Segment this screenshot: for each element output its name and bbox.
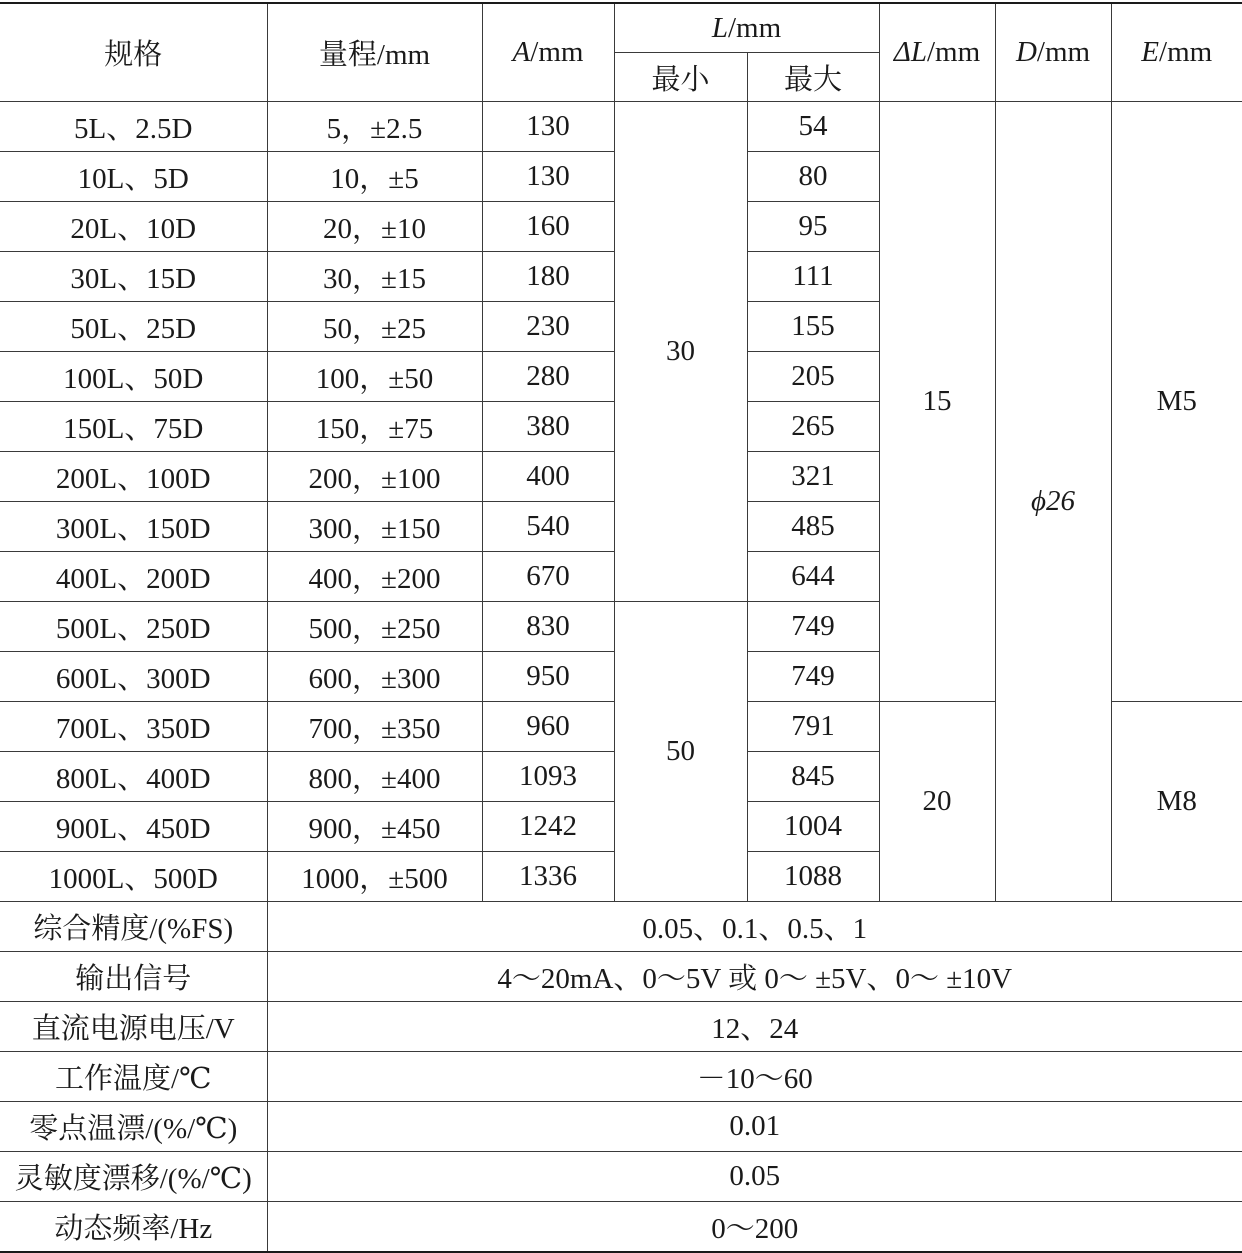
cell-A: 950	[482, 652, 614, 702]
footer-label: 零点温漂/(%/℃)	[0, 1102, 267, 1152]
header-A-unit: /mm	[530, 36, 584, 68]
footer-row-voltage	[0, 1002, 1242, 1052]
footer-row-sensitivity-drift	[0, 1152, 1242, 1202]
cell-A: 280	[482, 352, 614, 402]
header-L-var: L	[711, 11, 728, 44]
header-dL-var: ΔL	[893, 36, 927, 68]
header-D-unit: /mm	[1036, 36, 1091, 68]
cell-spec: 500L、250D	[0, 602, 267, 652]
cell-range: 30，±15	[267, 252, 482, 302]
footer-row-output	[0, 952, 1242, 1002]
cell-A: 380	[482, 402, 614, 452]
cell-A: 670	[482, 552, 614, 602]
cell-Lmax: 95	[747, 202, 879, 252]
header-dL	[879, 3, 995, 102]
cell-spec: 300L、150D	[0, 502, 267, 552]
table-row	[0, 102, 1242, 152]
cell-range: 300，±150	[267, 502, 482, 552]
header-dL-unit: /mm	[926, 36, 981, 68]
cell-Lmax: 749	[747, 602, 879, 652]
header-E-unit: /mm	[1159, 36, 1213, 68]
header-E-var: E	[1141, 36, 1160, 68]
cell-spec: 30L、15D	[0, 252, 267, 302]
cell-Lmax: 1004	[747, 802, 879, 852]
footer-value: 0.05	[267, 1152, 1242, 1202]
footer-value: －10～60	[267, 1052, 1242, 1102]
footer-value: 0.01	[267, 1102, 1242, 1152]
cell-A: 1336	[482, 852, 614, 902]
cell-range: 600，±300	[267, 652, 482, 702]
footer-label: 动态频率/Hz	[0, 1202, 267, 1253]
cell-A: 1093	[482, 752, 614, 802]
cell-spec: 600L、300D	[0, 652, 267, 702]
cell-A: 400	[482, 452, 614, 502]
footer-value: 4～20mA、0～5V 或 0～ ±5V、0～ ±10V	[267, 952, 1242, 1002]
cell-Lmax: 644	[747, 552, 879, 602]
header-L-max: 最大	[747, 53, 879, 102]
cell-Lmax: 791	[747, 702, 879, 752]
footer-label: 直流电源电压/V	[0, 1002, 267, 1052]
footer-value: 12、24	[267, 1002, 1242, 1052]
cell-A: 130	[482, 102, 614, 152]
footer-row-accuracy	[0, 902, 1242, 952]
cell-A: 130	[482, 152, 614, 202]
header-D	[995, 3, 1111, 102]
cell-A: 540	[482, 502, 614, 552]
cell-Lmax: 749	[747, 652, 879, 702]
cell-range: 700，±350	[267, 702, 482, 752]
header-L-unit: /mm	[727, 11, 782, 44]
cell-range: 10，±5	[267, 152, 482, 202]
cell-Lmin-group2: 50	[614, 602, 747, 902]
cell-Lmax: 205	[747, 352, 879, 402]
cell-spec: 150L、75D	[0, 402, 267, 452]
footer-value: 0～200	[267, 1202, 1242, 1253]
footer-row-temperature	[0, 1052, 1242, 1102]
header-D-var: D	[1015, 36, 1037, 68]
cell-A: 180	[482, 252, 614, 302]
cell-spec: 100L、50D	[0, 352, 267, 402]
cell-range: 800，±400	[267, 752, 482, 802]
cell-A: 160	[482, 202, 614, 252]
cell-A: 830	[482, 602, 614, 652]
cell-spec: 10L、5D	[0, 152, 267, 202]
cell-range: 150，±75	[267, 402, 482, 452]
header-spec: 规格	[0, 3, 267, 102]
cell-D-all: ϕ26	[995, 102, 1111, 902]
cell-range: 100，±50	[267, 352, 482, 402]
cell-Lmax: 485	[747, 502, 879, 552]
cell-range: 900，±450	[267, 802, 482, 852]
header-range: 量程/mm	[267, 3, 482, 102]
cell-Lmax: 265	[747, 402, 879, 452]
cell-spec: 700L、350D	[0, 702, 267, 752]
cell-range: 5，±2.5	[267, 102, 482, 152]
cell-E-group1: M5	[1111, 102, 1242, 702]
cell-Lmin-group1: 30	[614, 102, 747, 602]
cell-E-group2: M8	[1111, 702, 1242, 902]
cell-spec: 5L、2.5D	[0, 102, 267, 152]
header-L	[614, 3, 879, 53]
cell-spec: 50L、25D	[0, 302, 267, 352]
cell-Lmax: 111	[747, 252, 879, 302]
cell-range: 200，±100	[267, 452, 482, 502]
header-A-var: A	[512, 36, 531, 68]
cell-Lmax: 1088	[747, 852, 879, 902]
header-L-min: 最小	[614, 53, 747, 102]
cell-range: 1000，±500	[267, 852, 482, 902]
cell-A: 960	[482, 702, 614, 752]
cell-range: 20，±10	[267, 202, 482, 252]
footer-row-frequency	[0, 1202, 1242, 1253]
cell-Lmax: 54	[747, 102, 879, 152]
cell-A: 230	[482, 302, 614, 352]
footer-row-zero-drift	[0, 1102, 1242, 1152]
footer-label: 灵敏度漂移/(%/℃)	[0, 1152, 267, 1202]
spec-table	[0, 2, 1242, 1253]
footer-value: 0.05、0.1、0.5、1	[267, 902, 1242, 952]
cell-spec: 800L、400D	[0, 752, 267, 802]
cell-range: 400，±200	[267, 552, 482, 602]
cell-spec: 20L、10D	[0, 202, 267, 252]
cell-range: 50，±25	[267, 302, 482, 352]
footer-label: 综合精度/(%FS)	[0, 902, 267, 952]
cell-spec: 400L、200D	[0, 552, 267, 602]
footer-label: 输出信号	[0, 952, 267, 1002]
footer-label: 工作温度/℃	[0, 1052, 267, 1102]
header-A	[482, 3, 614, 102]
cell-Lmax: 80	[747, 152, 879, 202]
cell-Lmax: 321	[747, 452, 879, 502]
cell-range: 500，±250	[267, 602, 482, 652]
cell-Lmax: 155	[747, 302, 879, 352]
cell-dL-group1: 15	[879, 102, 995, 702]
cell-dL-group2: 20	[879, 702, 995, 902]
cell-A: 1242	[482, 802, 614, 852]
cell-Lmax: 845	[747, 752, 879, 802]
header-E	[1111, 3, 1242, 102]
cell-spec: 900L、450D	[0, 802, 267, 852]
cell-spec: 200L、100D	[0, 452, 267, 502]
cell-spec: 1000L、500D	[0, 852, 267, 902]
